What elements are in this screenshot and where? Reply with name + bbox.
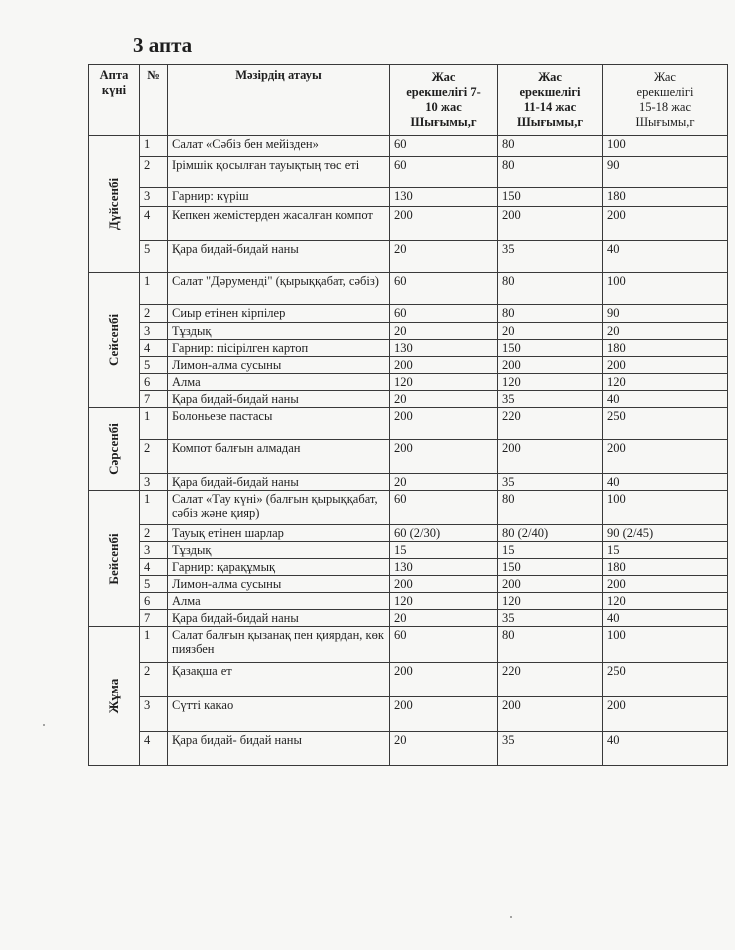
dish-name: Қара бидай- бидай наны bbox=[168, 732, 390, 766]
row-number: 6 bbox=[140, 374, 168, 391]
portion-15-18: 120 bbox=[603, 593, 728, 610]
row-number: 3 bbox=[140, 188, 168, 207]
menu-row bbox=[89, 374, 728, 391]
portion-15-18: 180 bbox=[603, 340, 728, 357]
header-age-15-18: Жас ерекшелігі 15-18 жас Шығымы,г bbox=[603, 65, 728, 136]
dish-name: Лимон-алма сусыны bbox=[168, 357, 390, 374]
portion-11-14: 150 bbox=[498, 340, 603, 357]
portion-15-18: 180 bbox=[603, 559, 728, 576]
menu-row bbox=[89, 157, 728, 188]
menu-row bbox=[89, 391, 728, 408]
day-name: Жұма bbox=[106, 678, 121, 714]
dish-name: Қара бидай-бидай наны bbox=[168, 610, 390, 627]
header-day: Апта күні bbox=[89, 65, 140, 136]
portion-11-14: 200 bbox=[498, 357, 603, 374]
dish-name: Алма bbox=[168, 593, 390, 610]
menu-row bbox=[89, 610, 728, 627]
menu-row bbox=[89, 305, 728, 323]
portion-7-10: 130 bbox=[390, 559, 498, 576]
portion-15-18: 250 bbox=[603, 663, 728, 697]
dish-name: Тұздық bbox=[168, 542, 390, 559]
menu-row bbox=[89, 440, 728, 474]
row-number: 4 bbox=[140, 559, 168, 576]
portion-7-10: 200 bbox=[390, 576, 498, 593]
portion-11-14: 35 bbox=[498, 610, 603, 627]
portion-15-18: 100 bbox=[603, 136, 728, 157]
dish-name: Кепкен жемістерден жасалған компот bbox=[168, 207, 390, 241]
header-age-7-10: Жас ерекшелігі 7- 10 жас Шығымы,г bbox=[390, 65, 498, 136]
dish-name: Компот балғын алмадан bbox=[168, 440, 390, 474]
portion-11-14: 15 bbox=[498, 542, 603, 559]
portion-7-10: 200 bbox=[390, 357, 498, 374]
portion-11-14: 120 bbox=[498, 593, 603, 610]
portion-15-18: 200 bbox=[603, 440, 728, 474]
day-cell bbox=[89, 136, 140, 273]
portion-7-10: 20 bbox=[390, 732, 498, 766]
header-age-11-14: Жас ерекшелігі 11-14 жас Шығымы,г bbox=[498, 65, 603, 136]
portion-7-10: 120 bbox=[390, 593, 498, 610]
scan-speck bbox=[43, 724, 45, 726]
menu-row bbox=[89, 576, 728, 593]
portion-15-18: 200 bbox=[603, 697, 728, 732]
portion-7-10: 60 bbox=[390, 491, 498, 525]
menu-row bbox=[89, 136, 728, 157]
portion-11-14: 80 bbox=[498, 627, 603, 663]
dish-name: Салат "Дәрумендi" (қырыққабат, сәбіз) bbox=[168, 273, 390, 305]
portion-11-14: 35 bbox=[498, 732, 603, 766]
row-number: 2 bbox=[140, 663, 168, 697]
row-number: 1 bbox=[140, 408, 168, 440]
menu-row bbox=[89, 408, 728, 440]
menu-row bbox=[89, 340, 728, 357]
portion-11-14: 80 bbox=[498, 136, 603, 157]
portion-15-18: 120 bbox=[603, 374, 728, 391]
portion-15-18: 40 bbox=[603, 241, 728, 273]
portion-11-14: 220 bbox=[498, 663, 603, 697]
menu-row bbox=[89, 663, 728, 697]
dish-name: Тауық етінен шарлар bbox=[168, 525, 390, 542]
row-number: 5 bbox=[140, 576, 168, 593]
menu-row bbox=[89, 323, 728, 340]
portion-11-14: 220 bbox=[498, 408, 603, 440]
row-number: 6 bbox=[140, 593, 168, 610]
portion-7-10: 60 bbox=[390, 273, 498, 305]
portion-7-10: 120 bbox=[390, 374, 498, 391]
menu-row bbox=[89, 525, 728, 542]
portion-15-18: 90 bbox=[603, 157, 728, 188]
dish-name: Салат «Сәбіз бен мейізден» bbox=[168, 136, 390, 157]
row-number: 3 bbox=[140, 542, 168, 559]
menu-row bbox=[89, 207, 728, 241]
portion-7-10: 200 bbox=[390, 408, 498, 440]
row-number: 1 bbox=[140, 627, 168, 663]
day-cell bbox=[89, 408, 140, 491]
row-number: 4 bbox=[140, 732, 168, 766]
portion-7-10: 15 bbox=[390, 542, 498, 559]
portion-15-18: 200 bbox=[603, 357, 728, 374]
portion-15-18: 40 bbox=[603, 474, 728, 491]
portion-15-18: 90 (2/45) bbox=[603, 525, 728, 542]
portion-11-14: 150 bbox=[498, 188, 603, 207]
portion-15-18: 40 bbox=[603, 610, 728, 627]
portion-7-10: 60 bbox=[390, 627, 498, 663]
portion-15-18: 100 bbox=[603, 627, 728, 663]
portion-11-14: 80 (2/40) bbox=[498, 525, 603, 542]
menu-row bbox=[89, 542, 728, 559]
menu-body bbox=[89, 136, 728, 766]
row-number: 5 bbox=[140, 357, 168, 374]
row-number: 4 bbox=[140, 340, 168, 357]
dish-name: Салат балғын қызанақ пен қиярдан, көк пиязбен bbox=[168, 627, 390, 663]
portion-15-18: 180 bbox=[603, 188, 728, 207]
portion-15-18: 250 bbox=[603, 408, 728, 440]
portion-15-18: 100 bbox=[603, 491, 728, 525]
menu-row bbox=[89, 627, 728, 663]
dish-name: Қара бидай-бидай наны bbox=[168, 474, 390, 491]
week-title: 3 апта bbox=[133, 33, 193, 57]
portion-11-14: 80 bbox=[498, 157, 603, 188]
portion-11-14: 150 bbox=[498, 559, 603, 576]
portion-15-18: 200 bbox=[603, 576, 728, 593]
portion-15-18: 90 bbox=[603, 305, 728, 323]
portion-7-10: 200 bbox=[390, 207, 498, 241]
portion-15-18: 15 bbox=[603, 542, 728, 559]
row-number: 7 bbox=[140, 391, 168, 408]
row-number: 2 bbox=[140, 305, 168, 323]
portion-7-10: 60 bbox=[390, 136, 498, 157]
portion-15-18: 40 bbox=[603, 732, 728, 766]
row-number: 1 bbox=[140, 273, 168, 305]
dish-name: Тұздық bbox=[168, 323, 390, 340]
portion-7-10: 200 bbox=[390, 697, 498, 732]
portion-7-10: 20 bbox=[390, 241, 498, 273]
row-number: 2 bbox=[140, 525, 168, 542]
dish-name: Гарнир: күріш bbox=[168, 188, 390, 207]
portion-7-10: 130 bbox=[390, 340, 498, 357]
row-number: 5 bbox=[140, 241, 168, 273]
day-name: Сәрсенбі bbox=[106, 423, 121, 475]
dish-name: Лимон-алма сусыны bbox=[168, 576, 390, 593]
day-name: Дүйсенбі bbox=[106, 177, 121, 231]
menu-table bbox=[88, 64, 728, 766]
menu-row bbox=[89, 357, 728, 374]
dish-name: Қазақша ет bbox=[168, 663, 390, 697]
header-dish-name: Мәзірдің атауы bbox=[168, 65, 390, 136]
portion-11-14: 200 bbox=[498, 207, 603, 241]
portion-11-14: 120 bbox=[498, 374, 603, 391]
menu-row bbox=[89, 559, 728, 576]
dish-name: Қара бидай-бидай наны bbox=[168, 241, 390, 273]
row-number: 3 bbox=[140, 697, 168, 732]
dish-name: Сүтті какао bbox=[168, 697, 390, 732]
portion-7-10: 60 (2/30) bbox=[390, 525, 498, 542]
row-number: 3 bbox=[140, 323, 168, 340]
header-number: № bbox=[140, 65, 168, 136]
scan-speck bbox=[510, 916, 512, 918]
row-number: 4 bbox=[140, 207, 168, 241]
portion-11-14: 35 bbox=[498, 241, 603, 273]
dish-name: Гарнир: пісірілген картоп bbox=[168, 340, 390, 357]
portion-11-14: 35 bbox=[498, 474, 603, 491]
portion-11-14: 20 bbox=[498, 323, 603, 340]
row-number: 2 bbox=[140, 440, 168, 474]
menu-row bbox=[89, 241, 728, 273]
header-row bbox=[89, 65, 728, 136]
portion-11-14: 200 bbox=[498, 697, 603, 732]
dish-name: Қара бидай-бидай наны bbox=[168, 391, 390, 408]
portion-11-14: 80 bbox=[498, 305, 603, 323]
portion-15-18: 40 bbox=[603, 391, 728, 408]
portion-7-10: 20 bbox=[390, 323, 498, 340]
day-name: Сейсенбі bbox=[106, 313, 121, 367]
row-number: 7 bbox=[140, 610, 168, 627]
menu-row bbox=[89, 732, 728, 766]
portion-15-18: 200 bbox=[603, 207, 728, 241]
menu-row bbox=[89, 474, 728, 491]
dish-name: Болоньезе пастасы bbox=[168, 408, 390, 440]
portion-7-10: 200 bbox=[390, 663, 498, 697]
menu-row bbox=[89, 188, 728, 207]
row-number: 2 bbox=[140, 157, 168, 188]
portion-7-10: 200 bbox=[390, 440, 498, 474]
portion-7-10: 20 bbox=[390, 610, 498, 627]
portion-15-18: 20 bbox=[603, 323, 728, 340]
portion-11-14: 80 bbox=[498, 273, 603, 305]
day-cell bbox=[89, 627, 140, 766]
dish-name: Салат «Тау күні» (балғын қырыққабат, сәбіз және қияр) bbox=[168, 491, 390, 525]
menu-row bbox=[89, 697, 728, 732]
portion-11-14: 200 bbox=[498, 440, 603, 474]
portion-11-14: 35 bbox=[498, 391, 603, 408]
portion-7-10: 130 bbox=[390, 188, 498, 207]
day-name: Бейсенбі bbox=[106, 532, 121, 585]
dish-name: Ірімшік қосылған тауықтың төс еті bbox=[168, 157, 390, 188]
dish-name: Алма bbox=[168, 374, 390, 391]
row-number: 1 bbox=[140, 136, 168, 157]
dish-name: Сиыр етінен кірпілер bbox=[168, 305, 390, 323]
row-number: 3 bbox=[140, 474, 168, 491]
day-cell bbox=[89, 273, 140, 408]
portion-11-14: 80 bbox=[498, 491, 603, 525]
menu-row bbox=[89, 491, 728, 525]
menu-row bbox=[89, 593, 728, 610]
portion-11-14: 200 bbox=[498, 576, 603, 593]
portion-7-10: 60 bbox=[390, 305, 498, 323]
portion-7-10: 20 bbox=[390, 391, 498, 408]
portion-15-18: 100 bbox=[603, 273, 728, 305]
portion-7-10: 60 bbox=[390, 157, 498, 188]
portion-7-10: 20 bbox=[390, 474, 498, 491]
row-number: 1 bbox=[140, 491, 168, 525]
menu-row bbox=[89, 273, 728, 305]
day-cell bbox=[89, 491, 140, 627]
dish-name: Гарнир: қарақұмық bbox=[168, 559, 390, 576]
